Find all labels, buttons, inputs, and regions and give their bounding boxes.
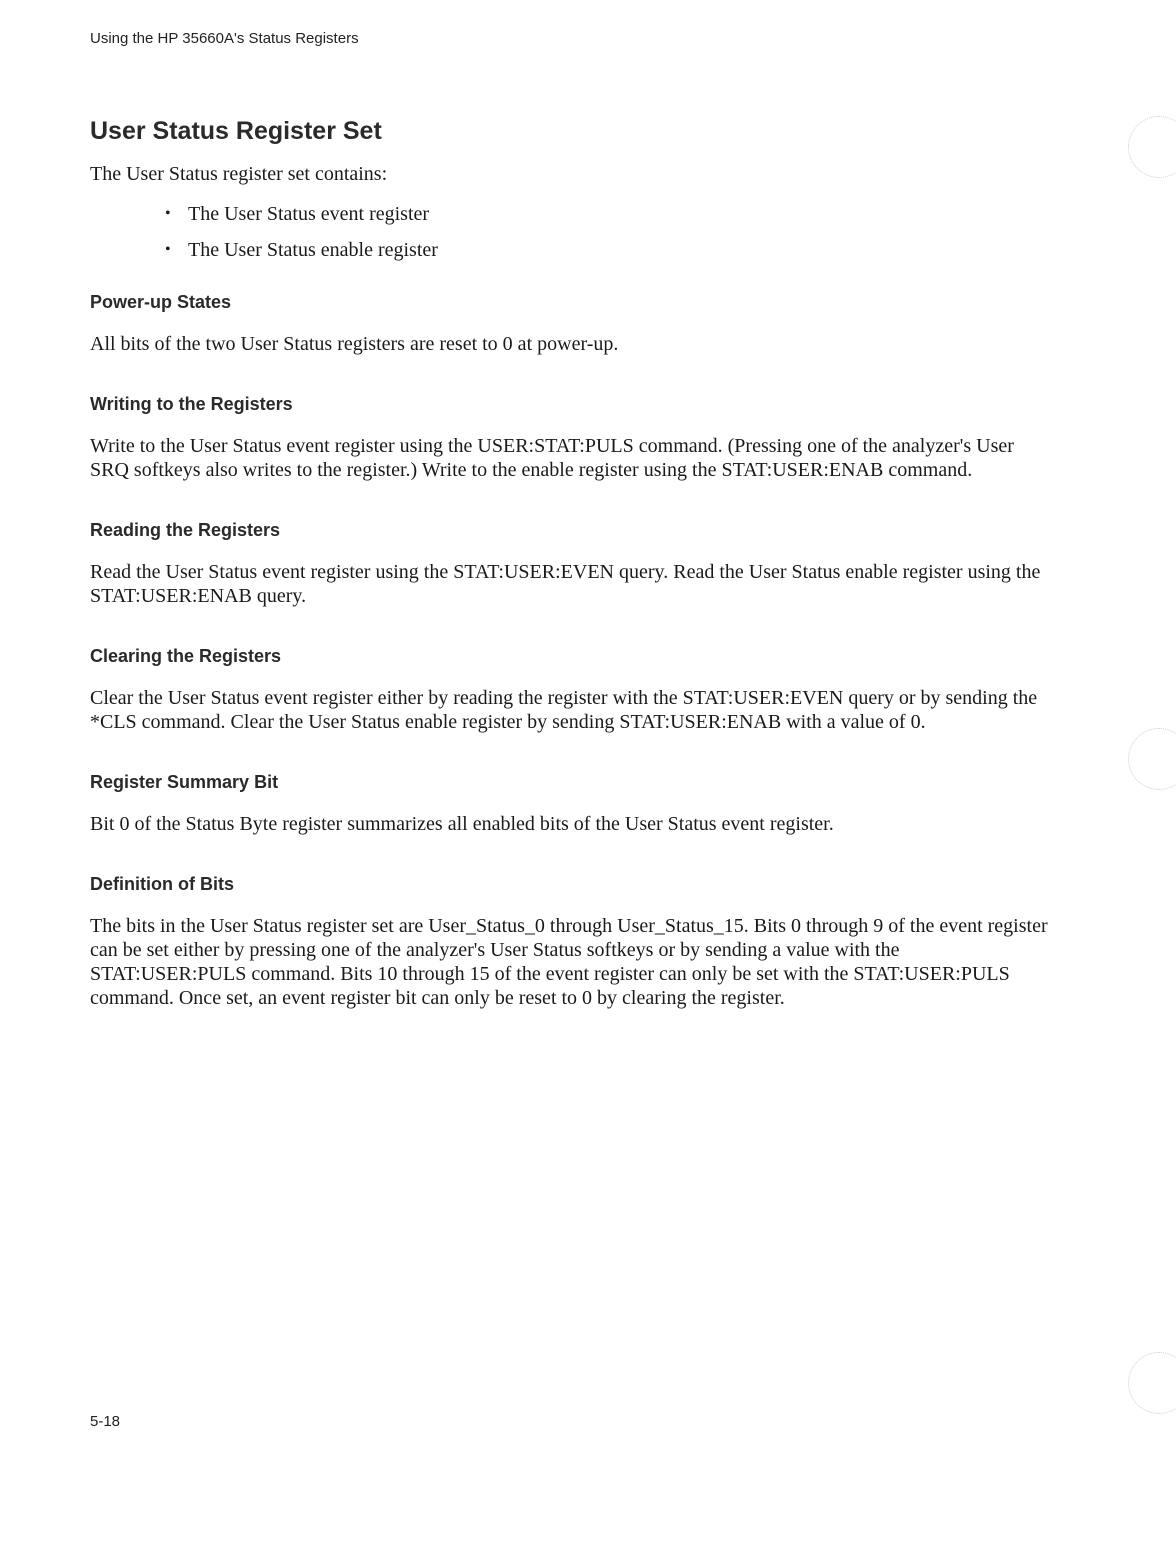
section-body: Clear the User Status event register either by reading the register with the STAT:USER:EVEN query or by sending the *CLS command. Clear the User Status enable register by sending STAT:USER:ENAB with a value of 0. [90,687,1038,733]
page-content [90,114,1050,1010]
section-heading: Power-up States [90,292,232,312]
bullet-icon: • [165,205,171,222]
section-heading: Reading the Registers [90,520,281,540]
section-body: The bits in the User Status register set are User_Status_0 through User_Status_15. Bits 0 through 9 of the event register can be set either by pressing one of the analyzer's User Status softkeys or by sending a value with the STAT:USER:PULS command. Bits 10 through 15 of the event register can only be set with the STAT:USER:PULS command. Once set, an event register bit can only be reset to 0 by clearing the register. [90,915,1048,1009]
binder-hole-mark [1128,1352,1176,1414]
binder-hole-mark [1128,116,1176,178]
section-definition-of-bits [90,872,1050,1010]
section-body: Write to the User Status event register using the USER:STAT:PULS command. (Pressing one of the analyzer's User SRQ softkeys also writes to the register.) Write to the enable register using the STAT:USER:ENAB command. [90,435,1014,481]
binder-hole-mark [1128,728,1176,790]
section-body: All bits of the two User Status registers are reset to 0 at power-up. [90,333,619,355]
list-item [162,238,1050,262]
list-item [162,202,1050,226]
register-list [90,202,1050,262]
section-register-summary-bit [90,770,1050,836]
list-item-text: The User Status event register [188,203,430,225]
running-header: Using the HP 35660A's Status Registers [90,30,359,47]
section-heading: Clearing the Registers [90,646,282,666]
section-heading: Definition of Bits [90,874,234,894]
section-heading: Register Summary Bit [90,772,279,792]
section-power-up-states [90,290,1050,356]
section-body: Bit 0 of the Status Byte register summarizes all enabled bits of the User Status event register. [90,813,834,835]
page-title: User Status Register Set [90,117,382,145]
section-heading: Writing to the Registers [90,394,293,414]
bullet-icon: • [165,241,171,258]
intro-text: The User Status register set contains: [90,163,388,185]
section-writing-registers [90,392,1050,482]
page-number: 5-18 [90,1413,121,1430]
section-reading-registers [90,518,1050,608]
section-body: Read the User Status event register using the STAT:USER:EVEN query. Read the User Status enable register using the STAT:USER:ENAB query. [90,561,1041,607]
section-clearing-registers [90,644,1050,734]
list-item-text: The User Status enable register [188,239,438,261]
